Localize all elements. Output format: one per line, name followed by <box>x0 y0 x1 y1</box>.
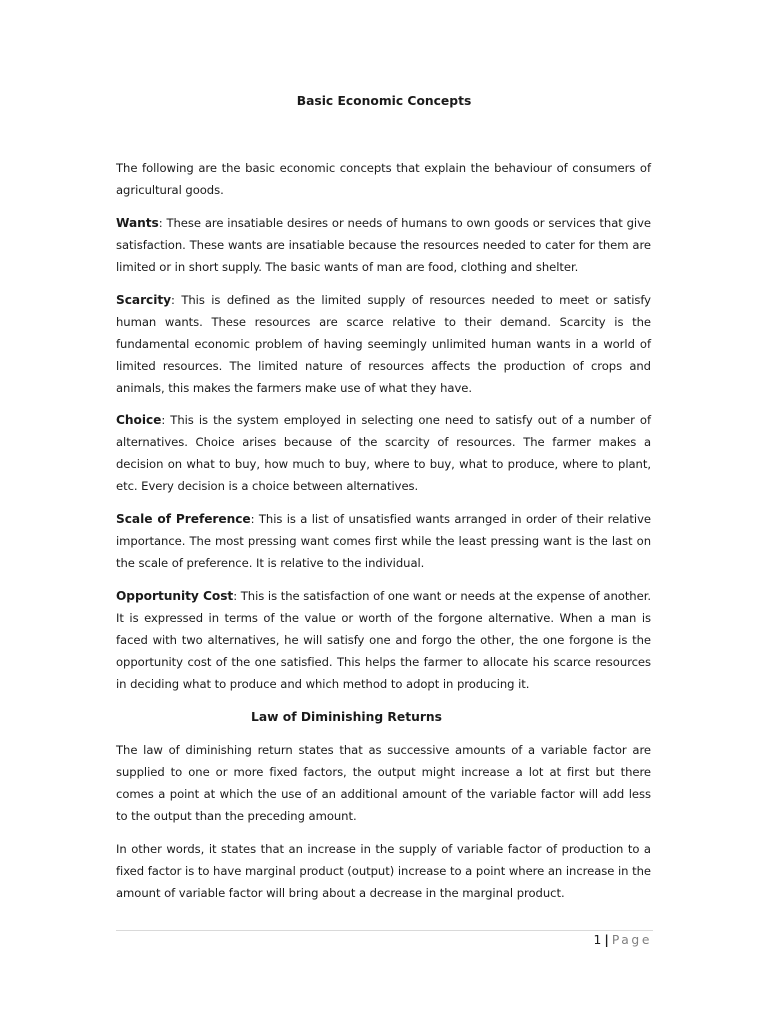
concept-scale-of-preference <box>116 508 651 574</box>
footer-divider <box>116 930 653 931</box>
concept-scarcity <box>116 289 651 399</box>
concept-text: : These are insatiable desires or needs of humans to own goods or services that give satisfaction. These wants are insatiable because the resources needed to cater for them are limited or in short supply. The basic wants of man are food, clothing and shelter. <box>116 216 651 274</box>
concept-choice <box>116 409 651 497</box>
page-separator: | <box>604 933 609 947</box>
law-paragraph: In other words, it states that an increase in the supply of variable factor of production to a fixed factor is to have marginal product (output) increase to a point where an increase in the amount of variable factor will bring about a decrease in the marginal product. <box>116 842 651 900</box>
concept-text: : This is defined as the limited supply of resources needed to meet or satisfy human wants. These resources are scarce relative to their demand. Scarcity is the fundamental economic problem of having seemingly unlimited human wants in a world of limited resources. The limited nature of resources affects the production of crops and animals, this makes the farmers make use of what they have. <box>116 293 651 395</box>
concept-term: Choice <box>116 413 162 427</box>
document-title: Basic Economic Concepts <box>296 94 472 108</box>
page-label: Page <box>611 933 652 947</box>
law-paragraph: The law of diminishing return states that as successive amounts of a variable factor are supplied to one or more fixed factors, the output might increase a lot at first but there comes a point at which the use of an additional amount of the variable factor will add less to the output than the preceding amount. <box>116 743 651 823</box>
page-number: 1 <box>593 933 602 947</box>
concept-text: : This is a list of unsatisfied wants arranged in order of their relative importance. The most pressing want comes first while the least pressing want is the last on the scale of preference. It is relative to the individual. <box>116 512 651 570</box>
concept-text: : This is the system employed in selecting one need to satisfy out of a number of alternatives. Choice arises because of the scarcity of resources. The farmer makes a decision on what to buy, how much to buy, where to buy, what to produce, where to plant, etc. Every decision is a choice between alternatives. <box>116 413 651 493</box>
concept-wants <box>116 212 651 278</box>
concept-opportunity-cost <box>116 585 651 695</box>
concept-term: Scarcity <box>116 293 172 307</box>
concept-term: Wants <box>116 216 159 230</box>
concept-term: Scale of Preference <box>116 512 251 526</box>
concept-text: : This is the satisfaction of one want or needs at the expense of another. It is expressed in terms of the value or worth of the forgone alternative. When a man is faced with two alternatives, he will satisfy one and forgo the other, the one forgone is the opportunity cost of the one satisfied. This helps the farmer to allocate his scarce resources in deciding what to produce and which method to adopt in producing it. <box>116 589 651 691</box>
intro-paragraph: The following are the basic economic concepts that explain the behaviour of consumers of agricultural goods. <box>116 161 651 197</box>
concept-term: Opportunity Cost <box>116 589 234 603</box>
page-footer <box>594 932 653 948</box>
section-heading: Law of Diminishing Returns <box>251 710 442 724</box>
